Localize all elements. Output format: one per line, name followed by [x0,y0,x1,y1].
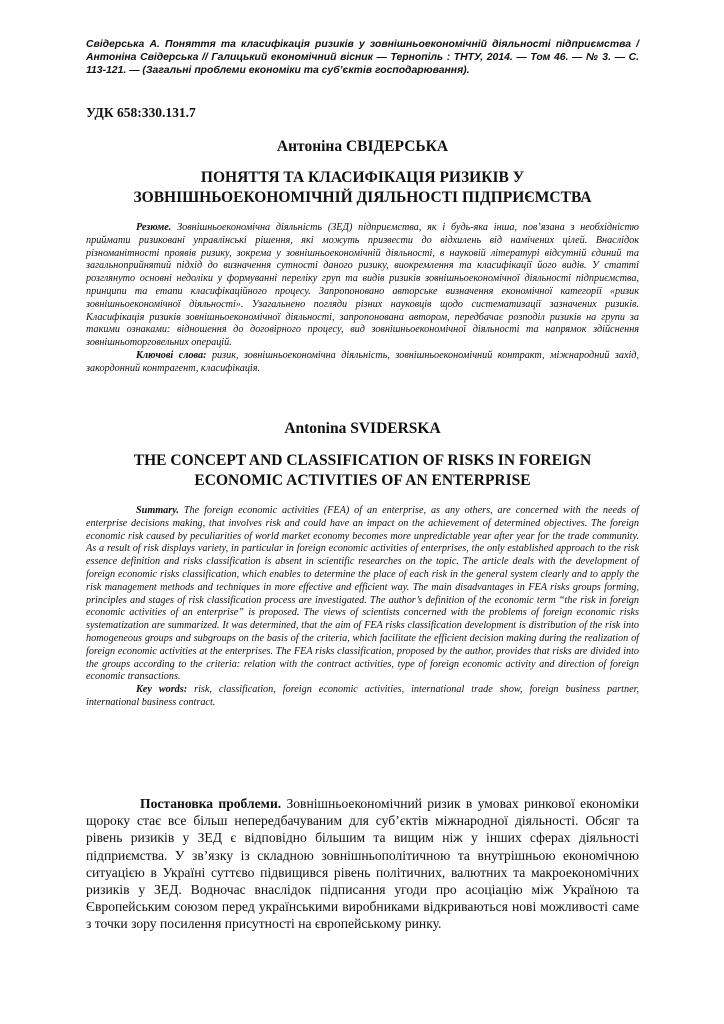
summary-ua-text: Зовнішньоекономічна діяльність (ЗЕД) підприємства, як і будь-яка інша, пов’язана з необхідністю приймати ризиковані управлінські рішення, які можуть призвести до відхилень від намічених цілей. Внаслідок різноманітності проявів ризику, зокрема у зовнішньоекономічній діяльності, в науковій літературі відсутній єдиний та загальноприйнятий підхід до визначення сутності даного ризику, виокремлення та класифікації його видів. У статті розглянуто основні недоліки у формуванні переліку груп та видів ризиків зовнішньоекономічної діяльності підприємства, принципи та етапи класифікаційного процесу. Запропоновано авторське визначення економічної категорії «ризик зовнішньоекономічної діяльності». Узагальнено погляди різних науковців щодо систематизації зазначених ризиків. Класифікація ризиків зовнішньоекономічної діяльності, запропонована автором, передбачає розподіл ризиків на групи за такими ознаками: відношення до договірного процесу, вид зовнішньоекономічної діяльності та напрямок здійснення зовнішньоторговельних операцій. [86,222,639,349]
title-ua [86,168,639,208]
summary-en-text: The foreign economic activities (FEA) of an enterprise, as any others, are concerned with the needs of enterprise decisions making, that involves risk and could have an impact on the achievement of determined objectives. The foreign economic risk caused by peculiarities of world market economy becomes more unpredictable year after year for the trade community. As a result of risk displays variety, in particular in foreign economic activities of enterprises, the only established approach to the risk essence definition and risks classification is absent in scientific researches on the topic. The article deals with the development of foreign economic risks classification, which enables to determine the place of each risk in the general system clearly and to apply the risk management methods and techniques in more effective and efficient way. The main disadvantages in FEA risks groups forming, principles and stages of risk classification process are investigated. The author’s definition of the economic term “the risk in foreign economic activities of an enterprise” is proposed. The views of scientists concerned with the problems of foreign economic risks systematization are summarized. It was determined, that the aim of FEA risks classification development is distribution of the risk into homogeneous groups and subgroups on the basis of the criteria, which facilitate the efficient decision making during the realization of foreign economic activities at the enterprises. The FEA risks classification, proposed by the author, provides that risks are divided into the groups according to the criteria: relation with the contract activities, type of foreign economic activity and direction of foreign economic transactions. [86,505,639,683]
body-paragraph-text: Зовнішньоекономічний ризик в умовах ринкової економіки щороку стає все більш непередбачуваним для суб’єктів міжнародної діяльності. Обсяг та рівень ризиків у ЗЕД є відповідно більшим та вищим ніж у інших сферах діяльності підприємства. У зв’язку із складною зовнішньополітичною та внутрішньою економічною ситуацією в Україні суттєво підвищився рівень політичних, валютних та макроекономічних ризиків у ЗЕД. Водночас внаслідок підписання угоди про асоціацію між Україною та Європейським союзом перед українськими виробниками відкриваються нові можливості саме з точки зору посилення присутності на європейському ринку. [86,796,639,932]
summary-en-label: Summary. [136,505,179,516]
title-en-line2: ECONOMIC ACTIVITIES OF AN ENTERPRISE [194,472,531,489]
title-en-line1: THE CONCEPT AND CLASSIFICATION OF RISKS IN FOREIGN [133,452,592,469]
keywords-en-label: Key words: [136,684,188,696]
author-ua: Антоніна СВІДЕРСЬКА [276,138,449,155]
keywords-ua [86,350,639,376]
section-heading-problem: Постановка проблеми. [140,796,282,811]
author-en: Antonina SVIDERSKA [284,420,441,437]
title-ua-line2: ЗОВНІШНЬОЕКОНОМІЧНІЙ ДІЯЛЬНОСТІ ПІДПРИЄМСТВА [133,189,592,206]
title-ua-line1: ПОНЯТТЯ ТА КЛАСИФІКАЦІЯ РИЗИКІВ У [200,169,525,186]
summary-ua-label: Резюме. [136,222,172,233]
udc-code: УДК 658:330.131.7 [86,105,196,120]
keywords-ua-label: Ключові слова: [136,349,207,361]
citation: Свідерська А. Поняття та класифікація ризиків у зовнішньоекономічній діяльності підприємства / Антоніна Свідерська // Галицький економічний вісник — Тернопіль : ТНТУ, 2014. — Том 46. — № 3. — С. 113-121. — (Загальні проблеми економіки та суб’єктів господарювання). [86,39,639,76]
body-paragraph [86,795,639,933]
keywords-en-text: risk, classification, foreign economic activities, international trade show, foreign business partner, international business contract. [86,684,639,708]
summary-en [86,505,639,684]
abstract-ua [86,222,639,376]
abstract-en [86,505,639,710]
summary-ua [86,222,639,350]
keywords-en [86,684,639,710]
title-en [86,451,639,491]
keywords-ua-text: ризик, зовнішньоекономічна діяльність, зовнішньоекономічний контракт, міжнародний захід, закордонний контрагент, класифікація. [86,349,639,374]
